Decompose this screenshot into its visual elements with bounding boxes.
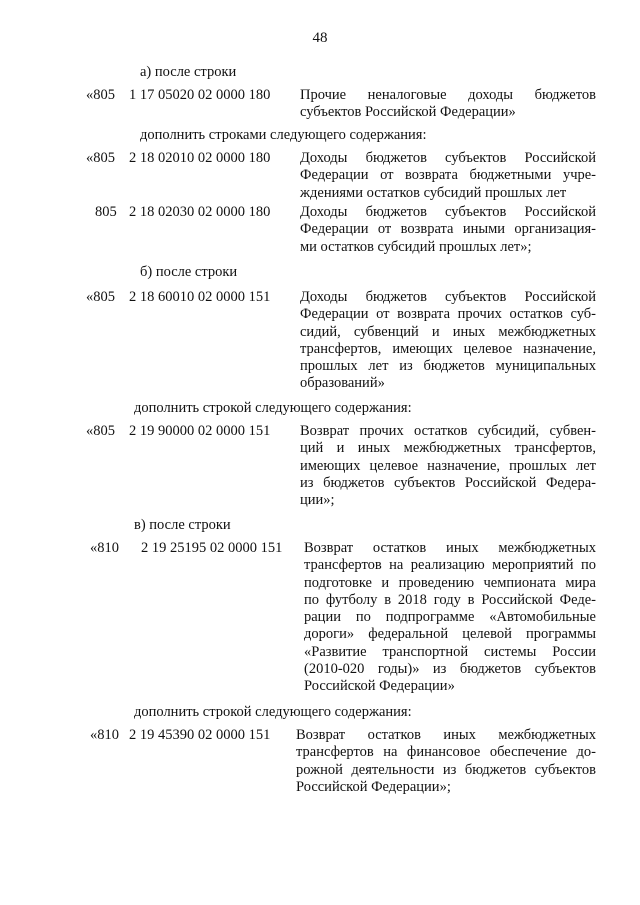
description-line: сидий, субвенций и иных межбюджетных	[300, 323, 596, 340]
classification-code: 2 19 25195 02 0000 151	[141, 540, 283, 556]
intro-text: дополнить строкой следующего содержания:	[134, 704, 412, 720]
description-line: подготовке и проведению чемпионата мира	[304, 574, 596, 591]
description-line: прошлых лет из бюджетов муниципальных	[300, 358, 596, 375]
admin-code: «810	[90, 727, 119, 743]
description-line: Российской Федерации»	[304, 678, 455, 695]
description-line: Доходы бюджетов субъектов Российской	[300, 289, 596, 305]
admin-code: «810	[90, 540, 119, 556]
admin-code: «805	[86, 87, 115, 103]
admin-code: «805	[86, 289, 115, 305]
description-line: ции»;	[300, 492, 335, 509]
admin-code: «805	[86, 423, 115, 439]
description-line: ждениями остатков субсидий прошлых лет	[300, 184, 567, 201]
description-line: трансфертов на финансовое обеспечение до-	[296, 744, 596, 761]
description-line: рожной деятельности из бюджетов субъектов	[296, 761, 596, 778]
description-line: рации по подпрограмме «Автомобильные	[304, 609, 596, 626]
page-number: 48	[312, 30, 328, 46]
row-description	[296, 727, 596, 796]
description-line: Возврат остатков иных межбюджетных	[296, 727, 596, 743]
row-description	[300, 289, 596, 393]
description-line: дороги» федеральной целевой программы	[304, 626, 596, 643]
description-line: ций и иных межбюджетных трансфертов,	[300, 440, 596, 457]
intro-text: а) после строки	[140, 64, 237, 80]
description-line: Федерации от возврата бюджетными учре-	[300, 167, 596, 184]
classification-code: 2 18 02030 02 0000 180	[129, 204, 271, 220]
description-line: Прочие неналоговые доходы бюджетов	[300, 87, 596, 103]
row-description	[304, 540, 596, 696]
description-line: из бюджетов субъектов Российской Федера-	[300, 474, 596, 491]
admin-code: 805	[95, 204, 117, 220]
description-line: трансфертов, имеющих целевое назначение,	[300, 340, 596, 357]
description-line: Возврат прочих остатков субсидий, субвен-	[300, 423, 596, 439]
classification-code: 2 18 02010 02 0000 180	[129, 150, 271, 166]
description-line: Доходы бюджетов субъектов Российской	[300, 204, 596, 220]
classification-code: 1 17 05020 02 0000 180	[129, 87, 271, 103]
admin-code: «805	[86, 150, 115, 166]
description-line: трансфертов на реализацию мероприятий по	[304, 557, 596, 574]
description-line: по футболу в 2018 году в Российской Феде-	[304, 591, 596, 608]
description-line: Доходы бюджетов субъектов Российской	[300, 150, 596, 166]
row-description	[300, 87, 596, 122]
row-description	[300, 150, 596, 202]
description-line: Федерации от возврата иными организация-	[300, 221, 596, 238]
description-line: образований»	[300, 375, 385, 392]
classification-code: 2 19 45390 02 0000 151	[129, 727, 271, 743]
row-description	[300, 204, 596, 256]
description-line: Федерации от возврата прочих остатков суб-	[300, 306, 596, 323]
description-line: Возврат остатков иных межбюджетных	[304, 540, 596, 556]
description-line: ми остатков субсидий прошлых лет»;	[300, 238, 532, 255]
row-description	[300, 423, 596, 509]
classification-code: 2 18 60010 02 0000 151	[129, 289, 271, 305]
description-line: «Развитие транспортной системы России	[304, 643, 596, 660]
description-line: субъектов Российской Федерации»	[300, 104, 516, 121]
intro-text: дополнить строкой следующего содержания:	[134, 400, 412, 416]
description-line: Российской Федерации»;	[296, 778, 451, 795]
intro-text: б) после строки	[140, 264, 238, 280]
intro-text: в) после строки	[134, 517, 231, 533]
description-line: имеющих целевое назначение, прошлых лет	[300, 457, 596, 474]
description-line: (2010-020 годы)» из бюджетов субъектов	[304, 661, 596, 678]
intro-text: дополнить строками следующего содержания:	[140, 127, 427, 143]
classification-code: 2 19 90000 02 0000 151	[129, 423, 271, 439]
